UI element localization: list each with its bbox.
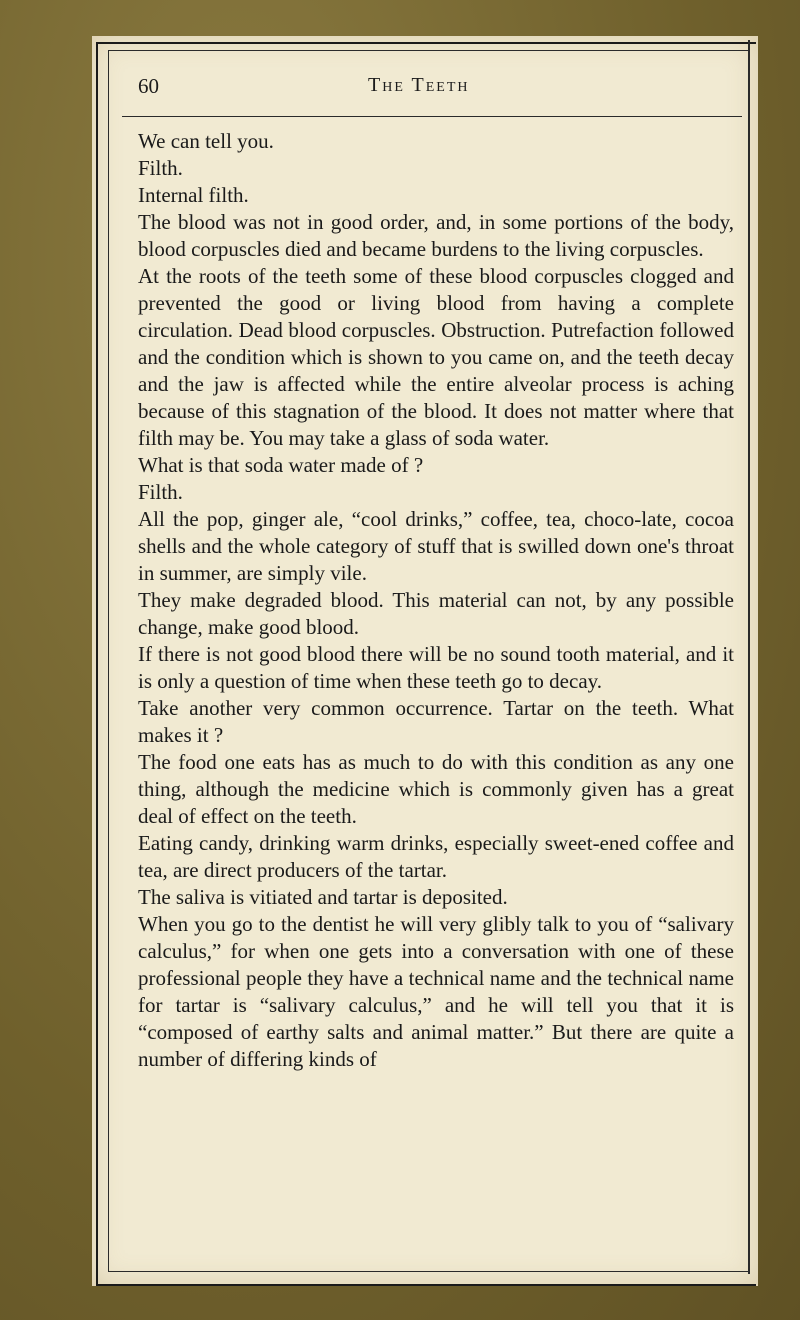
body-text [138, 128, 734, 1073]
paragraph: Internal filth. [138, 183, 249, 207]
running-title: The Teeth [368, 74, 470, 96]
page-number: 60 [138, 74, 159, 98]
paragraph: When you go to the dentist he will very glibly talk to you of “salivary calculus,” for when one gets into a conversation with one of these professional people they have a technical name and the technical name for tartar is “salivary calculus,” and he will tell you that it is “composed of earthy salts and animal matter.” But there are quite a number of differing kinds of [138, 912, 734, 1071]
paragraph: All the pop, ginger ale, “cool drinks,” coffee, tea, choco-late, cocoa shells and the whole category of stuff that is swilled down one's throat in summer, are simply vile. [138, 507, 734, 585]
header-rule [122, 116, 742, 117]
paragraph: Filth. [138, 480, 183, 504]
paragraph: At the roots of the teeth some of these blood corpuscles clogged and prevented the good or living blood from having a complete circulation. Dead blood corpuscles. Obstruction. Putrefaction followed and the condition which is shown to you came on, and the teeth decay and the jaw is affected while the entire alveolar process is aching because of this stagnation of the blood. It does not matter where that filth may be. You may take a glass of soda water. [138, 264, 734, 450]
paragraph: We can tell you. [138, 129, 274, 153]
paragraph: What is that soda water made of ? [138, 453, 424, 477]
paragraph: Take another very common occurrence. Tartar on the teeth. What makes it ? [138, 696, 734, 747]
paragraph: The food one eats has as much to do with this condition as any one thing, although the medicine which is commonly given has a great deal of effect on the teeth. [138, 750, 734, 828]
paragraph: They make degraded blood. This material can not, by any possible change, make good blood. [138, 588, 734, 639]
paragraph: Filth. [138, 156, 183, 180]
page-header [118, 74, 748, 104]
paragraph: Eating candy, drinking warm drinks, especially sweet-ened coffee and tea, are direct producers of the tartar. [138, 831, 734, 882]
page-border-right [748, 40, 750, 1274]
paragraph: The saliva is vitiated and tartar is deposited. [138, 885, 508, 909]
paragraph: The blood was not in good order, and, in some portions of the body, blood corpuscles died and became burdens to the living corpuscles. [138, 210, 734, 261]
paragraph: If there is not good blood there will be no sound tooth material, and it is only a question of time when these teeth go to decay. [138, 642, 734, 693]
